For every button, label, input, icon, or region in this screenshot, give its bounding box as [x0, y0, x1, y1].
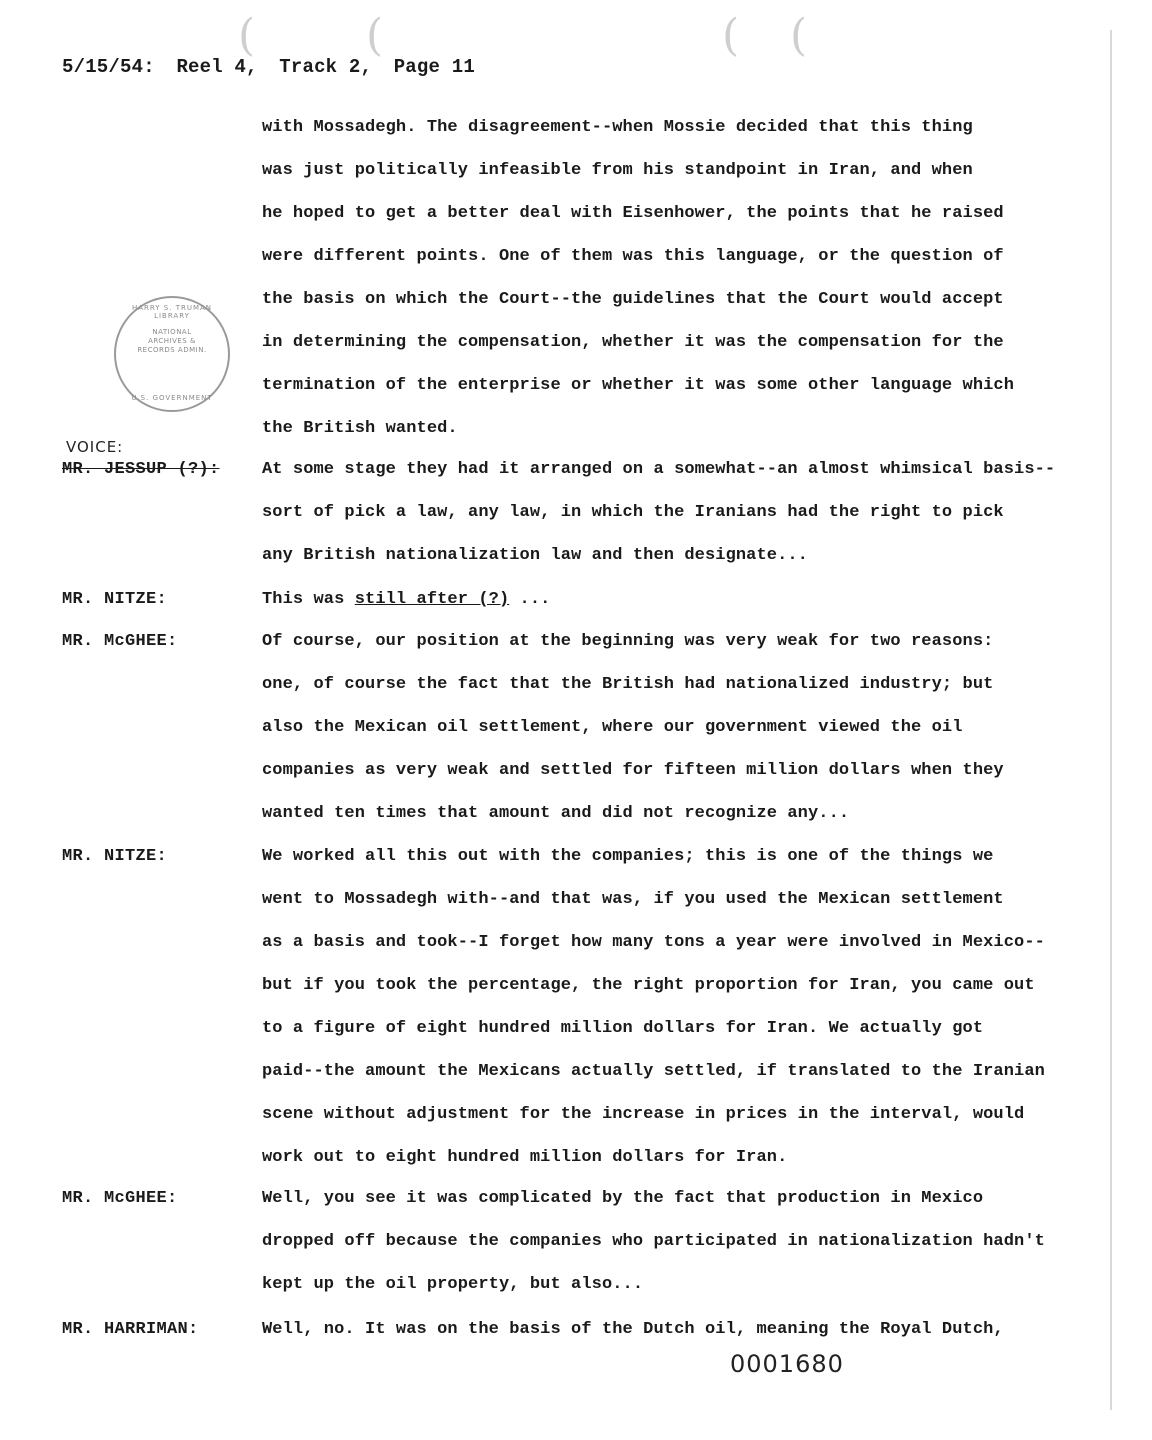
speaker-label: MR. JESSUP (?): — [62, 460, 220, 479]
text-line: scene without adjustment for the increase in prices in the interval, would — [262, 1105, 1025, 1124]
dialogue-text — [262, 632, 1102, 847]
dialogue-text — [262, 1189, 1102, 1318]
text-line: wanted ten times that amount and did not recognize any... — [262, 804, 850, 823]
archive-stamp — [114, 296, 230, 412]
header-date: 5/15/54: — [62, 56, 155, 78]
header-page: Page 11 — [393, 56, 475, 78]
speaker-label: MR. McGHEE: — [62, 1189, 178, 1208]
text-line: Of course, our position at the beginning was very weak for two reasons: — [262, 632, 994, 651]
dialogue-text — [262, 1320, 1102, 1363]
text-line: Well, you see it was complicated by the fact that production in Mexico — [262, 1189, 984, 1208]
text-line: as a basis and took--I forget how many tons a year were involved in Mexico-- — [262, 933, 1045, 952]
page-edge-shadow — [1110, 30, 1112, 1410]
stamp-ring-top: HARRY S. TRUMAN LIBRARY — [131, 304, 213, 320]
text-line: At some stage they had it arranged on a somewhat--an almost whimsical basis-- — [262, 460, 1056, 479]
punch-hole-mark: ( — [366, 10, 384, 61]
punch-hole-mark: ( — [790, 10, 808, 61]
text-fragment: This was — [262, 590, 355, 609]
dialogue-text — [262, 590, 1102, 633]
text-line: but if you took the percentage, the right proportion for Iran, you came out — [262, 976, 1035, 995]
text-line: work out to eight hundred million dollars for Iran. — [262, 1148, 788, 1167]
text-line: he hoped to get a better deal with Eisenhower, the points that he raised — [262, 204, 1004, 223]
text-line: dropped off because the companies who participated in nationalization hadn't — [262, 1232, 1045, 1251]
stamp-ring-bottom: U.S. GOVERNMENT — [131, 394, 213, 402]
text-line: the basis on which the Court--the guidelines that the Court would accept — [262, 290, 1004, 309]
underlined-text: still after (?) — [354, 590, 510, 609]
speaker-label: MR. NITZE: — [62, 590, 168, 609]
text-line: were different points. One of them was this language, or the question of — [262, 247, 1004, 266]
text-line: in determining the compensation, whether it was the compensation for the — [262, 333, 1004, 352]
header-reel: Reel 4, — [176, 56, 258, 78]
text-line: also the Mexican oil settlement, where our government viewed the oil — [262, 718, 963, 737]
header-track: Track 2, — [279, 56, 373, 78]
text-line: companies as very weak and settled for fifteen million dollars when they — [262, 761, 1004, 780]
dialogue-text — [262, 118, 1102, 462]
text-line: with Mossadegh. The disagreement--when Mossie decided that this thing — [262, 118, 973, 137]
text-line: to a figure of eight hundred million dollars for Iran. We actually got — [262, 1019, 984, 1038]
text-line: kept up the oil property, but also... — [262, 1275, 644, 1294]
text-line: was just politically infeasible from his standpoint in Iran, and when — [262, 161, 973, 180]
document-number: 0001680 — [730, 1350, 844, 1378]
punch-hole-mark: ( — [722, 10, 740, 61]
text-line: termination of the enterprise or whether it was some other language which — [262, 376, 1015, 395]
text-line: the British wanted. — [262, 419, 458, 438]
page-header — [62, 56, 485, 78]
stamp-center-text: NATIONAL ARCHIVES & RECORDS ADMIN. — [137, 328, 207, 354]
text-line: sort of pick a law, any law, in which the Iranians had the right to pick — [262, 503, 1004, 522]
text-line: any British nationalization law and then designate... — [262, 546, 808, 565]
text-fragment: ... — [509, 590, 551, 609]
text-line: one, of course the fact that the British had nationalized industry; but — [262, 675, 994, 694]
text-line — [262, 590, 1102, 633]
punch-hole-mark: ( — [238, 10, 256, 61]
dialogue-text — [262, 460, 1102, 589]
speaker-label: MR. McGHEE: — [62, 632, 178, 651]
handwritten-voice-note: VOICE: — [66, 438, 124, 456]
text-line: Well, no. It was on the basis of the Dutch oil, meaning the Royal Dutch, — [262, 1320, 1004, 1339]
text-line: went to Mossadegh with--and that was, if you used the Mexican settlement — [262, 890, 1004, 909]
speaker-label: MR. NITZE: — [62, 847, 168, 866]
text-line: We worked all this out with the companies; this is one of the things we — [262, 847, 994, 866]
dialogue-text — [262, 847, 1102, 1191]
text-line: paid--the amount the Mexicans actually settled, if translated to the Iranian — [262, 1062, 1045, 1081]
speaker-label: MR. HARRIMAN: — [62, 1320, 199, 1339]
